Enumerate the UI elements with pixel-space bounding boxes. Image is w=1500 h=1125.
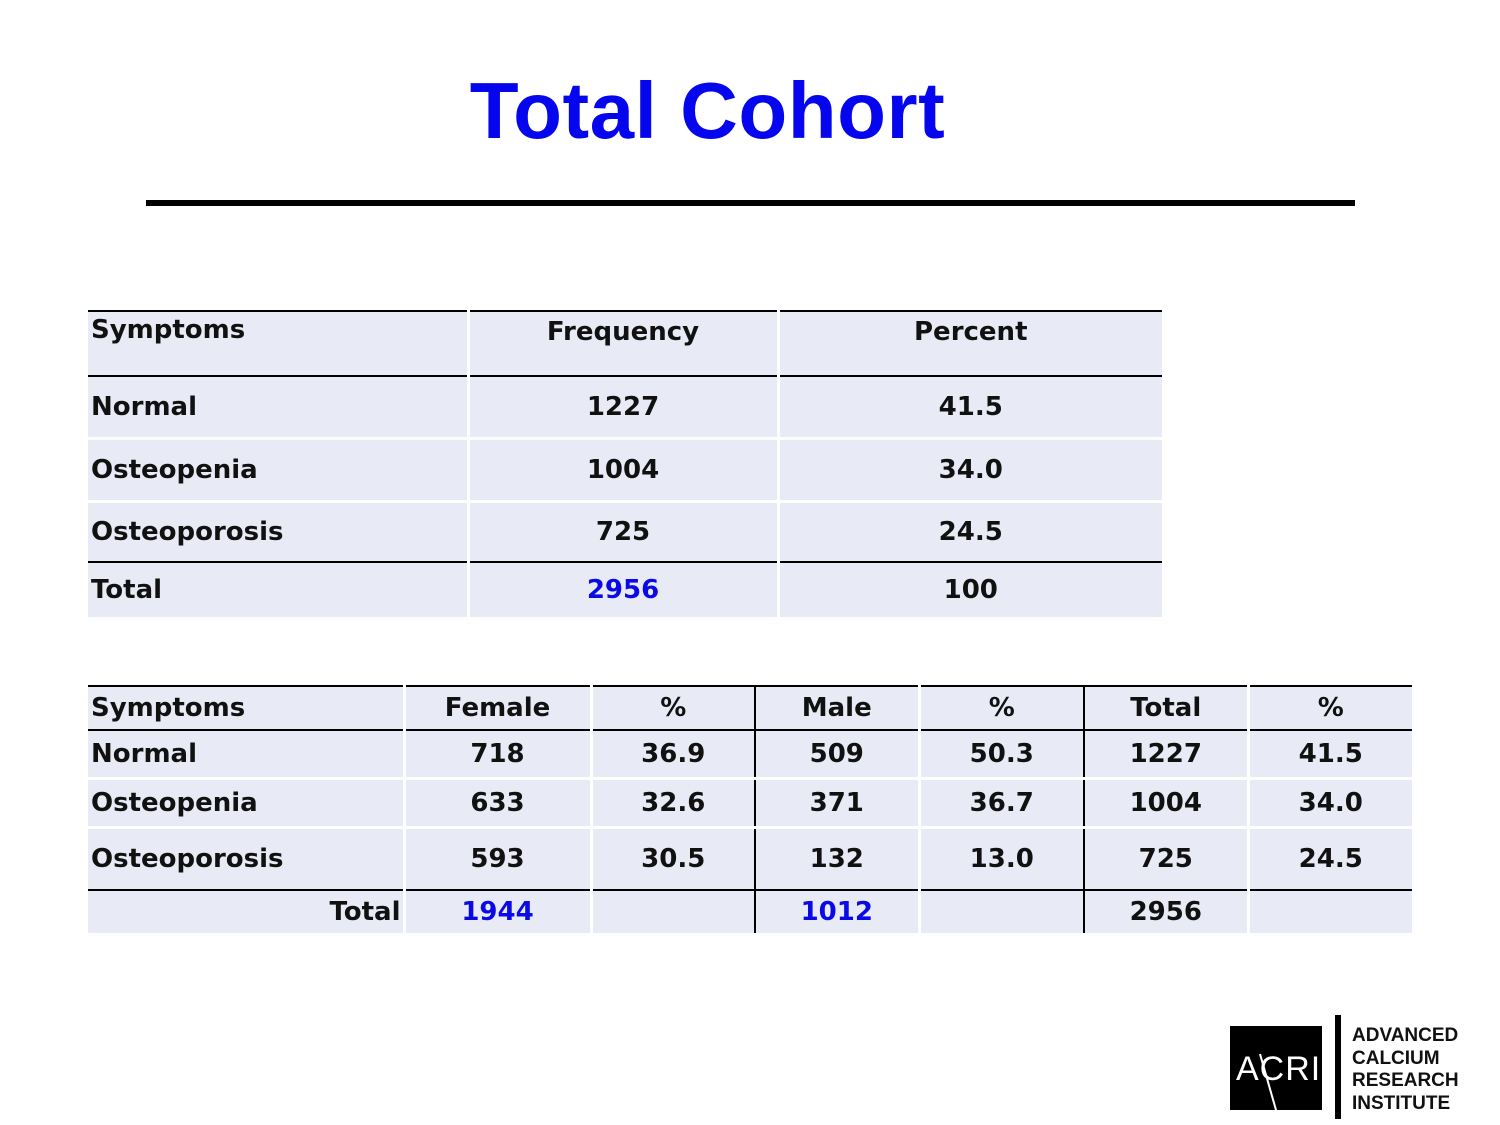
header-cell: Symptoms [88, 686, 404, 730]
table-cell: 32.6 [591, 779, 755, 828]
sex-breakdown-table [88, 685, 1412, 933]
row-label: Normal [88, 376, 468, 439]
table-cell [919, 890, 1084, 933]
table-cell: 371 [755, 779, 919, 828]
row-label: Osteopenia [88, 779, 404, 828]
table-cell: 24.5 [778, 502, 1162, 563]
header-cell: Total [1084, 686, 1248, 730]
table-cell: 34.0 [778, 439, 1162, 502]
table-cell [1248, 890, 1412, 933]
table-row [88, 828, 1412, 891]
slide-title: Total Cohort [469, 66, 946, 155]
header-cell: Symptoms [88, 311, 468, 376]
table-row [88, 439, 1162, 502]
table-cell: 36.7 [919, 779, 1084, 828]
logo-mark-text: ACRI [1236, 1050, 1322, 1088]
row-label: Osteoporosis [88, 828, 404, 891]
row-label: Osteoporosis [88, 502, 468, 563]
table-row [88, 502, 1162, 563]
table-header-row [88, 686, 1412, 730]
table-cell: 1004 [1084, 779, 1248, 828]
table-cell: 725 [1084, 828, 1248, 891]
header-cell: Frequency [468, 311, 778, 376]
total-frequency: 2956 [468, 562, 778, 617]
header-cell: Female [404, 686, 591, 730]
total-percent: 100 [778, 562, 1162, 617]
row-label: Total [88, 890, 404, 933]
table-row [88, 376, 1162, 439]
table-row [88, 730, 1412, 779]
table-cell: 633 [404, 779, 591, 828]
table-header-row [88, 311, 1162, 376]
table-cell: 41.5 [1248, 730, 1412, 779]
row-label: Normal [88, 730, 404, 779]
table-cell: 30.5 [591, 828, 755, 891]
table-cell: 1227 [1084, 730, 1248, 779]
table-cell: 1227 [468, 376, 778, 439]
logo-wordmark [1352, 1025, 1459, 1115]
total-male: 1012 [755, 890, 919, 933]
total-overall: 2956 [1084, 890, 1248, 933]
header-cell: % [919, 686, 1084, 730]
logo-line: ADVANCED [1352, 1025, 1459, 1046]
table-cell: 34.0 [1248, 779, 1412, 828]
table-cell: 725 [468, 502, 778, 563]
header-cell: % [1248, 686, 1412, 730]
header-cell: Percent [778, 311, 1162, 376]
table-cell: 1004 [468, 439, 778, 502]
table-total-row [88, 562, 1162, 617]
table-total-row [88, 890, 1412, 933]
header-cell: Male [755, 686, 919, 730]
table-cell: 509 [755, 730, 919, 779]
acri-logo-mark [1230, 1026, 1322, 1110]
logo-line: RESEARCH [1352, 1070, 1459, 1091]
logo-divider [1335, 1015, 1341, 1119]
table-cell: 41.5 [778, 376, 1162, 439]
header-cell: % [591, 686, 755, 730]
table-cell: 718 [404, 730, 591, 779]
row-label: Osteopenia [88, 439, 468, 502]
table-cell: 50.3 [919, 730, 1084, 779]
total-cohort-table [88, 310, 1162, 617]
row-label: Total [88, 562, 468, 617]
table-cell [591, 890, 755, 933]
table-cell: 132 [755, 828, 919, 891]
logo-line: CALCIUM [1352, 1047, 1440, 1069]
title-divider [146, 200, 1355, 206]
table-cell: 593 [404, 828, 591, 891]
logo-line: INSTITUTE [1352, 1092, 1451, 1114]
table-cell: 13.0 [919, 828, 1084, 891]
table-row [88, 779, 1412, 828]
total-female: 1944 [404, 890, 591, 933]
table-cell: 36.9 [591, 730, 755, 779]
table-cell: 24.5 [1248, 828, 1412, 891]
